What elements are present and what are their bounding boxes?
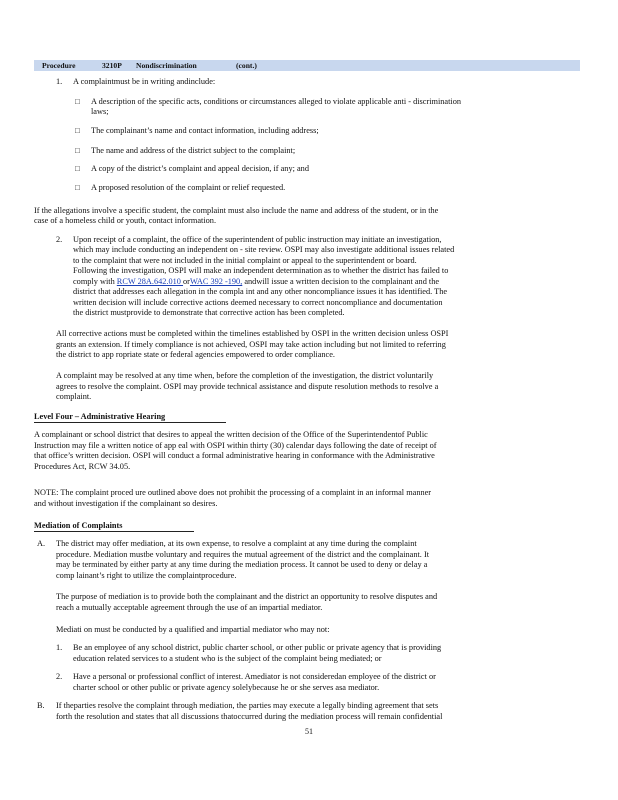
mediation-underline bbox=[34, 531, 194, 532]
item2-line8: the district mustprovide to demonstrate that corrective action has been completed. bbox=[73, 308, 345, 317]
bullet-decision-copy: A copy of the district’s complaint and appeal decision, if any; and bbox=[91, 164, 309, 173]
mediation-a-line2: procedure. Mediation mustbe voluntary and requires the mutual agreement of the district and the complainant. It bbox=[56, 550, 430, 559]
item2-link-line bbox=[73, 277, 439, 288]
level-four-underline bbox=[34, 422, 226, 423]
link-line-suffix: andwill issue a written decision to the complainant and the bbox=[242, 277, 440, 286]
mediation-b-line2: forth the resolution and states that all discussions thatoccurred during the mediation process will remain confidential bbox=[56, 712, 443, 721]
square-bullet-icon: □ bbox=[75, 126, 80, 135]
level-four-line2: Instruction may file a written notice of app eal with OSPI within thirty (30) calendar days following the date of receipt of bbox=[34, 441, 437, 450]
mediation-a-marker: A. bbox=[37, 539, 46, 548]
bullet-description-line2: laws; bbox=[91, 107, 109, 116]
paragraph-resolved-line1: A complaint may be resolved at any time when, before the completion of the investigation, the district voluntarily bbox=[56, 371, 434, 380]
header-cont: (cont.) bbox=[236, 61, 257, 70]
item2-line1: Upon receipt of a complaint, the office of the superintendent of public instruction may initiate an investigation, bbox=[73, 235, 442, 244]
level-four-line4: Procedures Act, RCW 34.05. bbox=[34, 462, 131, 471]
level-four-line3: that office’s written decision. OSPI will conduct a formal administrative hearing in conformance with the Administrative bbox=[34, 451, 435, 460]
mediation-purpose-line1: The purpose of mediation is to provide both the complainant and the district an opportunity to resolve disputes and bbox=[56, 592, 438, 601]
square-bullet-icon: □ bbox=[75, 164, 80, 173]
header-title: Nondiscrimination bbox=[136, 61, 197, 70]
mediation-sub2-line1: Have a personal or professional conflict of interest. Amediator is not consideredan employee of the district or bbox=[73, 672, 436, 681]
paragraph-allegations-line2: case of a homeless child or youth, contact information. bbox=[34, 216, 217, 225]
mediation-sub1-line2: education related services to a student who is the subject of the complaint being mediated; or bbox=[73, 654, 382, 663]
header-procedure: Procedure bbox=[42, 61, 76, 70]
mediation-conducted: Mediati on must be conducted by a qualified and impartial mediator who may not: bbox=[56, 625, 330, 634]
square-bullet-icon: □ bbox=[75, 97, 80, 106]
mediation-sub2-marker: 2. bbox=[56, 672, 63, 681]
bullet-proposed-resolution: A proposed resolution of the complaint or relief requested. bbox=[91, 183, 286, 192]
level-four-line1: A complainant or school district that desires to appeal the written decision of the Office of the Superintendentof Public bbox=[34, 430, 428, 439]
note-line2: and without investigation if the complainant so desires. bbox=[34, 499, 218, 508]
bullet-contact-info: The complainant’s name and contact information, including address; bbox=[91, 126, 319, 135]
item1-text: A complaintmust be in writing andinclude: bbox=[73, 77, 216, 86]
paragraph-corrective-line3: the district to app ropriate state or federal agencies empowered to order compliance. bbox=[56, 350, 335, 359]
paragraph-corrective-line2: grants an extension. If timely compliance is not achieved, OSPI may take action including but not limited to referring bbox=[56, 340, 446, 349]
mediation-sub1-line1: Be an employee of any school district, public charter school, or other public or private agency that is providing bbox=[73, 643, 442, 652]
item2-line3: to the complaint that were not included in the initial complaint or appeal to the superintendent or board. bbox=[73, 256, 417, 265]
item2-line6: district that addresses each allegation in the compla int and any other noncompliance issues it has identified. The bbox=[73, 287, 448, 296]
mediation-sub2-line2: charter school or other public or private agency solelybecause he or she serves asa mediator. bbox=[73, 683, 380, 692]
item2-line7: written decision will include corrective actions deemed necessary to correct noncompliance and documentation bbox=[73, 298, 443, 307]
paragraph-resolved-line3: complaint. bbox=[56, 392, 92, 401]
level-four-heading: Level Four – Administrative Hearing bbox=[34, 412, 166, 421]
page-number: 51 bbox=[305, 727, 313, 736]
note-line1: NOTE: The complaint proced ure outlined above does not prohibit the processing of a complaint in an informal manner bbox=[34, 488, 432, 497]
mediation-a-line1: The district may offer mediation, at its own expense, to resolve a complaint at any time during the complaint bbox=[56, 539, 417, 548]
bullet-district-name: The name and address of the district subject to the complaint; bbox=[91, 146, 296, 155]
link-line-prefix: comply with bbox=[73, 277, 117, 286]
mediation-b-line1: If theparties resolve the complaint through mediation, the parties may execute a legally binding agreement that sets bbox=[56, 701, 439, 710]
paragraph-allegations-line1: If the allegations involve a specific student, the complaint must also include the name and address of the student, or in the bbox=[34, 206, 439, 215]
mediation-a-line3: may be terminated by either party at any time during the mediation process. It cannot be used to deny or delay a bbox=[56, 560, 428, 569]
mediation-a-line4: comp lainant’s right to utilize the complaintprocedure. bbox=[56, 571, 237, 580]
wac-link[interactable]: WAC 392 -190, bbox=[189, 277, 243, 286]
item2-line2: which may include conducting an independent on - site review. OSPI may also investigate additional issues related bbox=[73, 245, 455, 254]
mediation-heading: Mediation of Complaints bbox=[34, 521, 123, 530]
item2-line4: Following the investigation, OSPI will make an independent determination as to whether the district has failed to bbox=[73, 266, 449, 275]
paragraph-corrective-line1: All corrective actions must be completed within the timelines established by OSPI in the written decision unless OSPI bbox=[56, 329, 449, 338]
bullet-description-line1: A description of the specific acts, conditions or circumstances alleged to violate applicable anti - discrimination bbox=[91, 97, 462, 106]
square-bullet-icon: □ bbox=[75, 146, 80, 155]
mediation-b-marker: B. bbox=[37, 701, 45, 710]
item2-marker: 2. bbox=[56, 235, 63, 244]
mediation-sub1-marker: 1. bbox=[56, 643, 63, 652]
link-line-or: or bbox=[183, 277, 190, 286]
paragraph-resolved-line2: agrees to resolve the complaint. OSPI may provide technical assistance and dispute resolution methods to resolve a bbox=[56, 382, 439, 391]
mediation-purpose-line2: reach a mutually acceptable agreement through the use of an impartial mediator. bbox=[56, 603, 323, 612]
rcw-link[interactable]: RCW 28A.642.010 bbox=[116, 277, 184, 286]
item1-marker: 1. bbox=[56, 77, 63, 86]
square-bullet-icon: □ bbox=[75, 183, 80, 192]
header-number: 3210P bbox=[102, 61, 122, 70]
